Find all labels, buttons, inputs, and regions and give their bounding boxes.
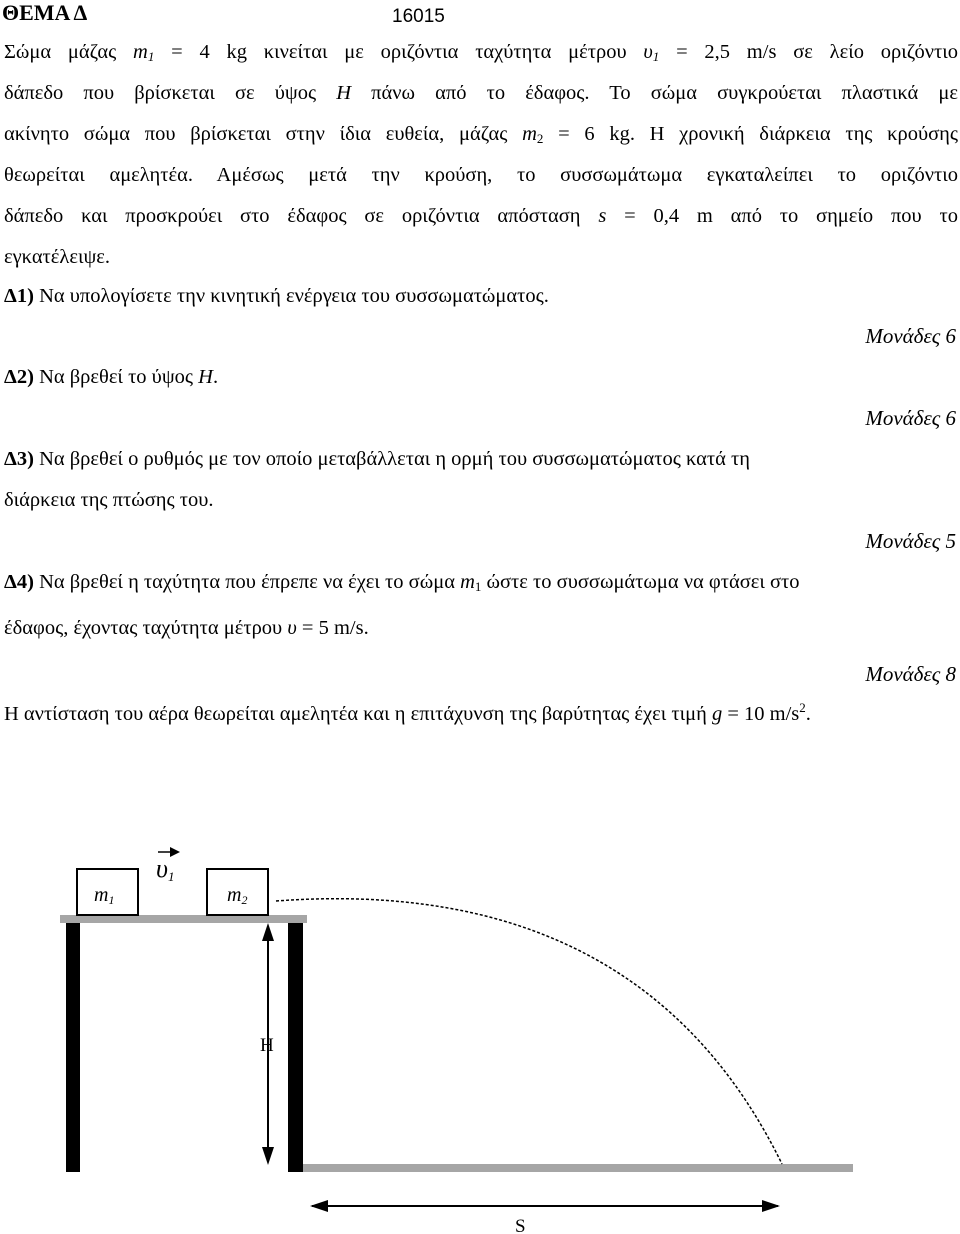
statement-line-6: εγκατέλειψε. [4,246,111,268]
left-wall [66,923,80,1172]
footer-note: Η αντίσταση του αέρα θεωρείται αμελητέα και η επιτάχυνση της βαρύτητας έχει τιμή g = 10 $m/s^2$. [4,700,811,725]
distance-arrow-left-head [310,1200,328,1212]
block-m1-label: m1 [94,884,115,907]
question-label: Δ2) [4,366,34,388]
question-text: Να υπολογίσετε την κινητική ενέργεια του συσσωματώματος. [33,285,549,307]
question-d4: Δ4) Να βρεθεί η ταχύτητα που έπρεπε να έχει το σώμα $m_1$ ώστε το συσσωμάτωμα να φτάσει στο [4,571,800,594]
problem-statement [4,32,958,278]
upper-surface [60,915,307,923]
statement-line-4: θεωρείται αμελητέα. Αμέσως μετά την κρούση, το συσσωμάτωμα εγκαταλείπει το οριζόντιο [4,164,958,186]
height-arrow-top-head [262,923,274,941]
marks-d2: Μονάδες 6 [865,406,956,430]
question-d4-line2: έδαφος, έχοντας ταχύτητα μέτρου υ = 5 m/s. [4,617,369,639]
height-arrow-bottom-head [262,1147,274,1165]
distance-label: S [515,1216,526,1234]
marks-d4: Μονάδες 8 [865,662,956,686]
question-label: Δ1) [4,285,34,307]
trajectory-curve [276,899,782,1164]
statement-line-2: δάπεδο που βρίσκεται σε ύψος H πάνω από το έδαφος. Το σώμα συγκρούεται πλαστικά με [4,82,958,104]
lower-surface [303,1164,853,1172]
cliff-wall [288,923,303,1172]
question-label: Δ3) [4,448,34,470]
exercise-code: 16015 [392,6,445,27]
height-label: H [260,1035,274,1056]
marks-d3: Μονάδες 5 [865,529,956,553]
block-m2-label: m2 [227,884,248,907]
statement-line-3: ακίνητο σώμα που βρίσκεται στην ίδια ευθεία, μάζας $m_2 = 6$ kg. Η χρονική διάρκεια της κρούσης [4,123,958,146]
statement-line-5: δάπεδο και προσκρούει στο έδαφος σε οριζόντια απόσταση s = 0,4 m από το σημείο που το [4,205,958,227]
page-title: ΘΕΜΑ Δ [2,0,88,25]
velocity-label: υ1 [156,854,175,884]
question-d2: Δ2) Να βρεθεί το ύψος H. [4,366,219,388]
statement-line-1: Σώμα μάζας $m_1 = 4$ kg κινείται με οριζόντια ταχύτητα μέτρου $\upsilon_1 = 2,5$ m/s σε λείο οριζόντιο [4,41,958,64]
question-label: Δ4) [4,571,34,593]
question-d3-line2: διάρκεια της πτώσης του. [4,489,214,511]
question-d3: Δ3) Να βρεθεί ο ρυθμός με τον οποίο μεταβάλλεται η ορμή του συσσωματώματος κατά τη [4,448,750,470]
question-d1 [4,285,549,308]
distance-arrow-right-head [762,1200,780,1212]
physics-figure [0,834,960,1234]
marks-d1: Μονάδες 6 [865,324,956,348]
